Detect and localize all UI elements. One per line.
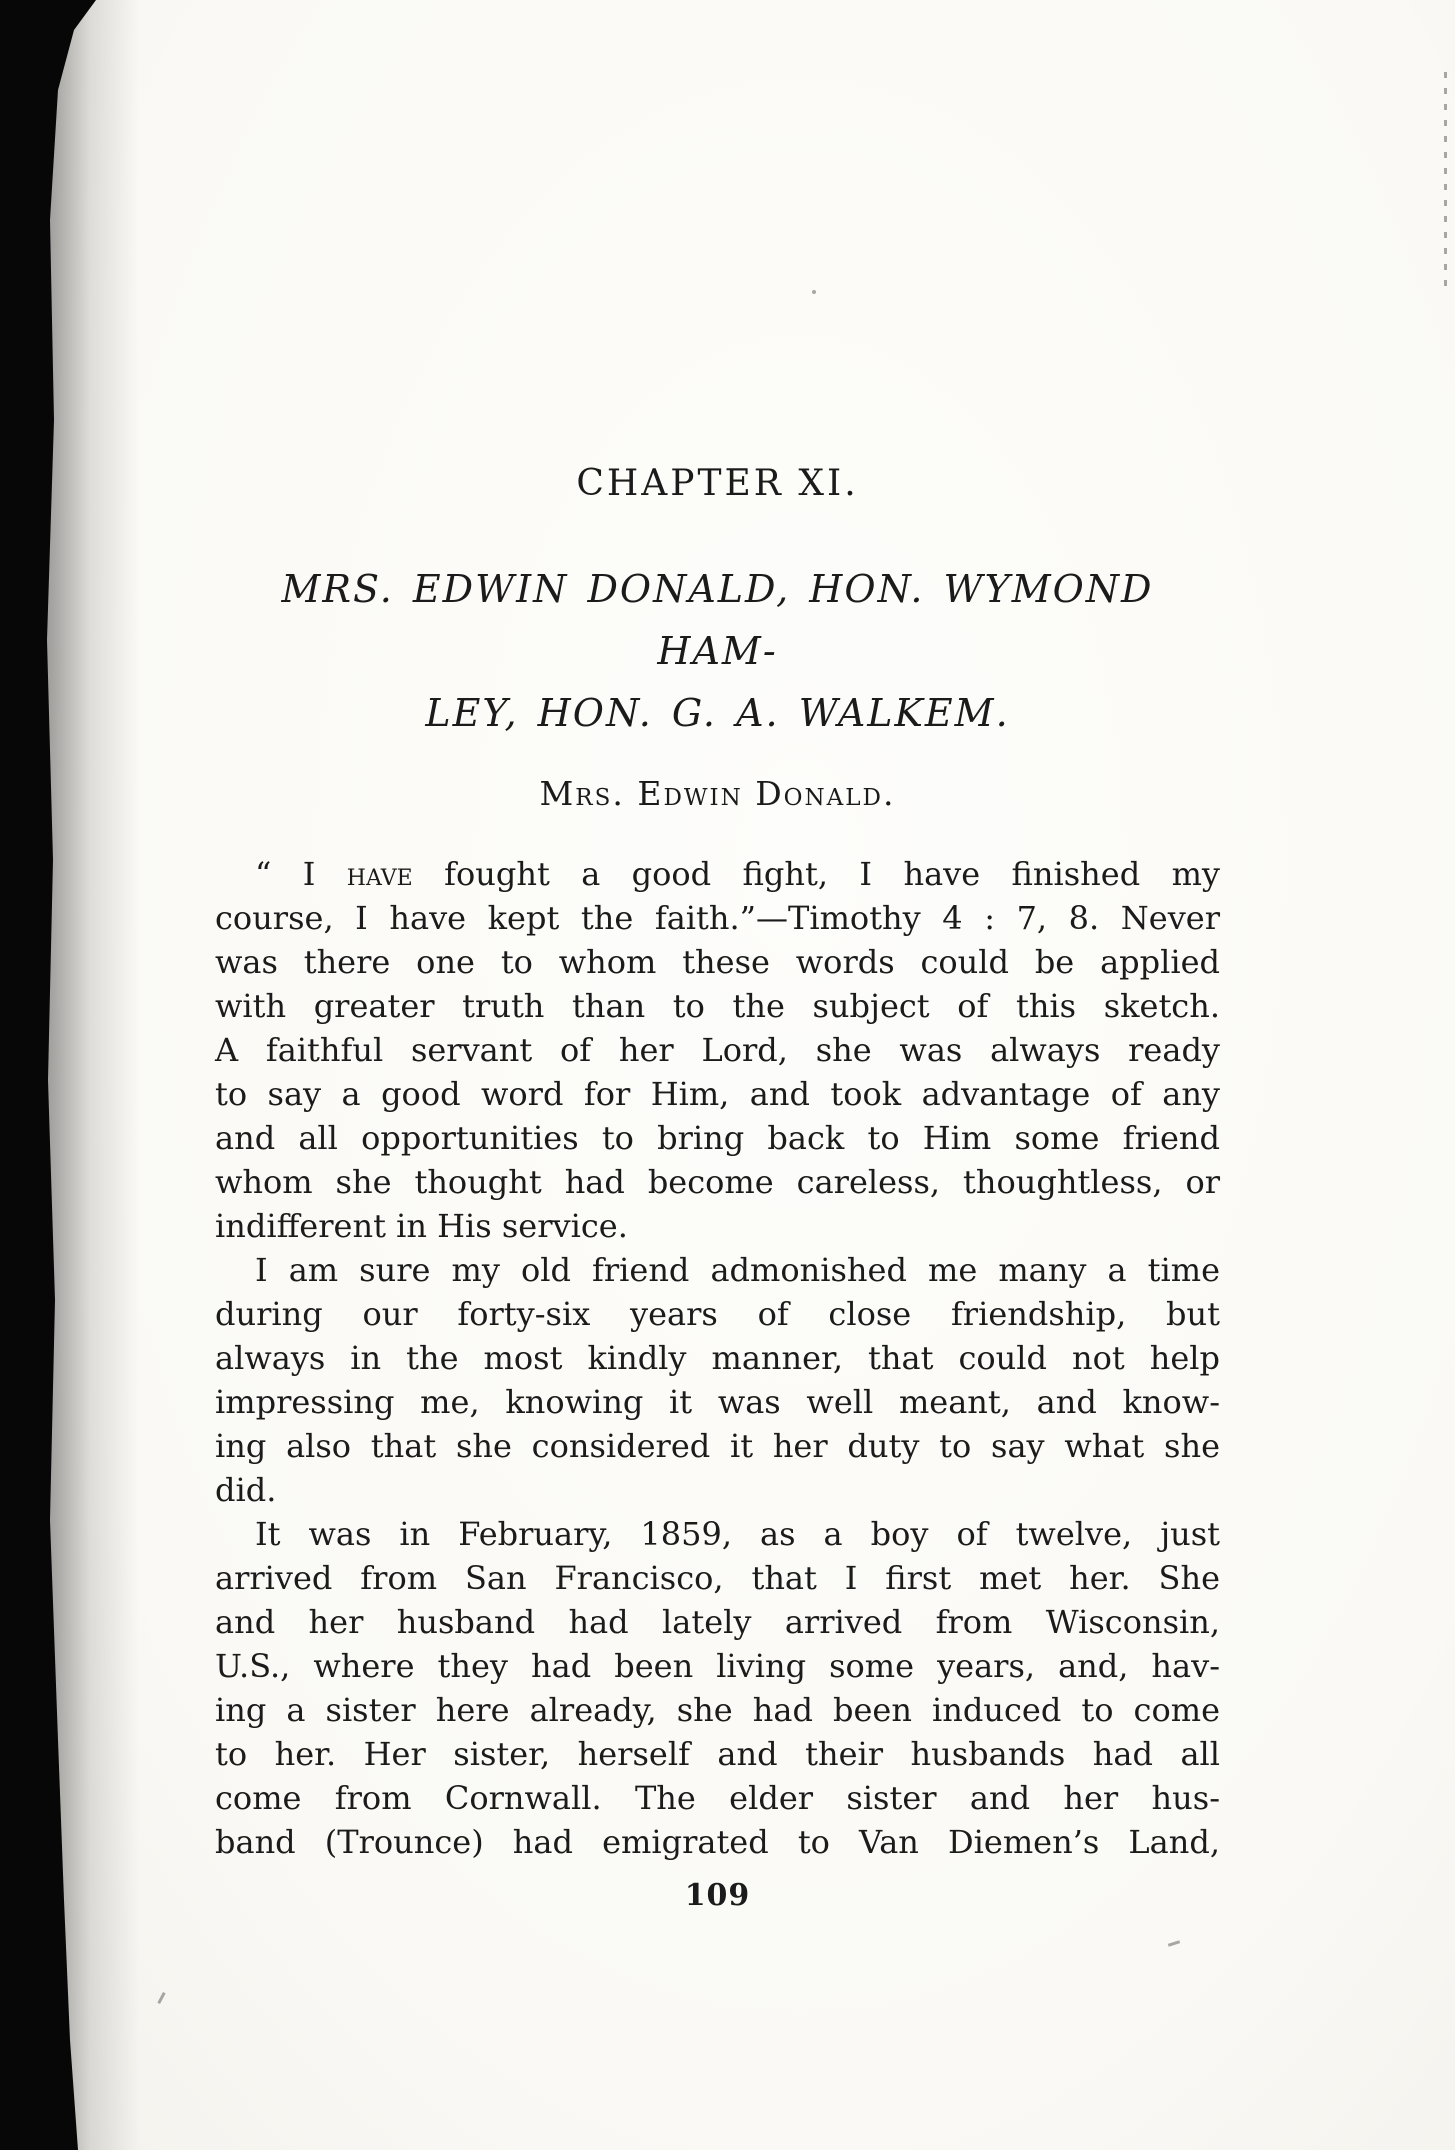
text-line: arrived from San Francisco, that I first met her. She [215, 1559, 1220, 1597]
body-paragraphs [215, 852, 1220, 1864]
text-line: It was in February, 1859, as a boy of twelve, just [255, 1515, 1220, 1553]
text-line: with greater truth than to the subject of this sketch. [215, 987, 1220, 1025]
text-line: ing a sister here already, she had been induced to come [215, 1691, 1220, 1729]
text-line: A faithful servant of her Lord, she was always ready [215, 1031, 1220, 1069]
small-caps-text: have [346, 855, 413, 893]
text-line: whom she thought had become careless, thoughtless, or [215, 1163, 1220, 1201]
chapter-heading: CHAPTER XI. [576, 463, 859, 504]
page-edge-marks [1444, 72, 1447, 287]
page-number: 109 [684, 1878, 751, 1913]
text-line: during our forty-six years of close friendship, but [215, 1295, 1220, 1333]
text-line: come from Cornwall. The elder sister and her hus- [215, 1779, 1220, 1817]
text-line: “ I have fought a good fight, I have finished my [255, 855, 1221, 893]
paragraph [215, 1248, 1220, 1512]
chapter-title [215, 558, 1220, 744]
text-line: to say a good word for Him, and took advantage of any [215, 1075, 1220, 1113]
scan-speck [1168, 1940, 1180, 1947]
text-line: impressing me, knowing it was well meant, and know- [215, 1383, 1220, 1421]
chapter-title-line: MRS. EDWIN DONALD, HON. WYMOND HAM- [281, 567, 1154, 673]
text-line: I am sure my old friend admonished me many a time [255, 1251, 1220, 1289]
text-line: band (Trounce) had emigrated to Van Diemen’s Land, [215, 1823, 1220, 1861]
page-content [215, 0, 1220, 1913]
text-line: to her. Her sister, herself and their husbands had all [215, 1735, 1220, 1773]
text-line: U.S., where they had been living some years, and, hav- [215, 1647, 1220, 1685]
text-line: was there one to whom these words could be applied [215, 943, 1220, 981]
text-line: and her husband had lately arrived from Wisconsin, [215, 1603, 1220, 1641]
text-line: ing also that she considered it her duty to say what she [215, 1427, 1220, 1465]
paragraph [215, 852, 1220, 1248]
text-line: course, I have kept the faith.”—Timothy 4 : 7, 8. Never [215, 899, 1220, 937]
paragraph [215, 1512, 1220, 1864]
text-line: did. [215, 1471, 277, 1509]
chapter-title-line: LEY, HON. G. A. WALKEM. [425, 691, 1010, 735]
text-line: and all opportunities to bring back to Him some friend [215, 1119, 1220, 1157]
text-line: indifferent in His service. [215, 1207, 628, 1245]
section-heading: Mrs. Edwin Donald. [539, 774, 896, 813]
text-line: always in the most kindly manner, that could not help [215, 1339, 1220, 1377]
scan-speck [157, 1992, 165, 2004]
